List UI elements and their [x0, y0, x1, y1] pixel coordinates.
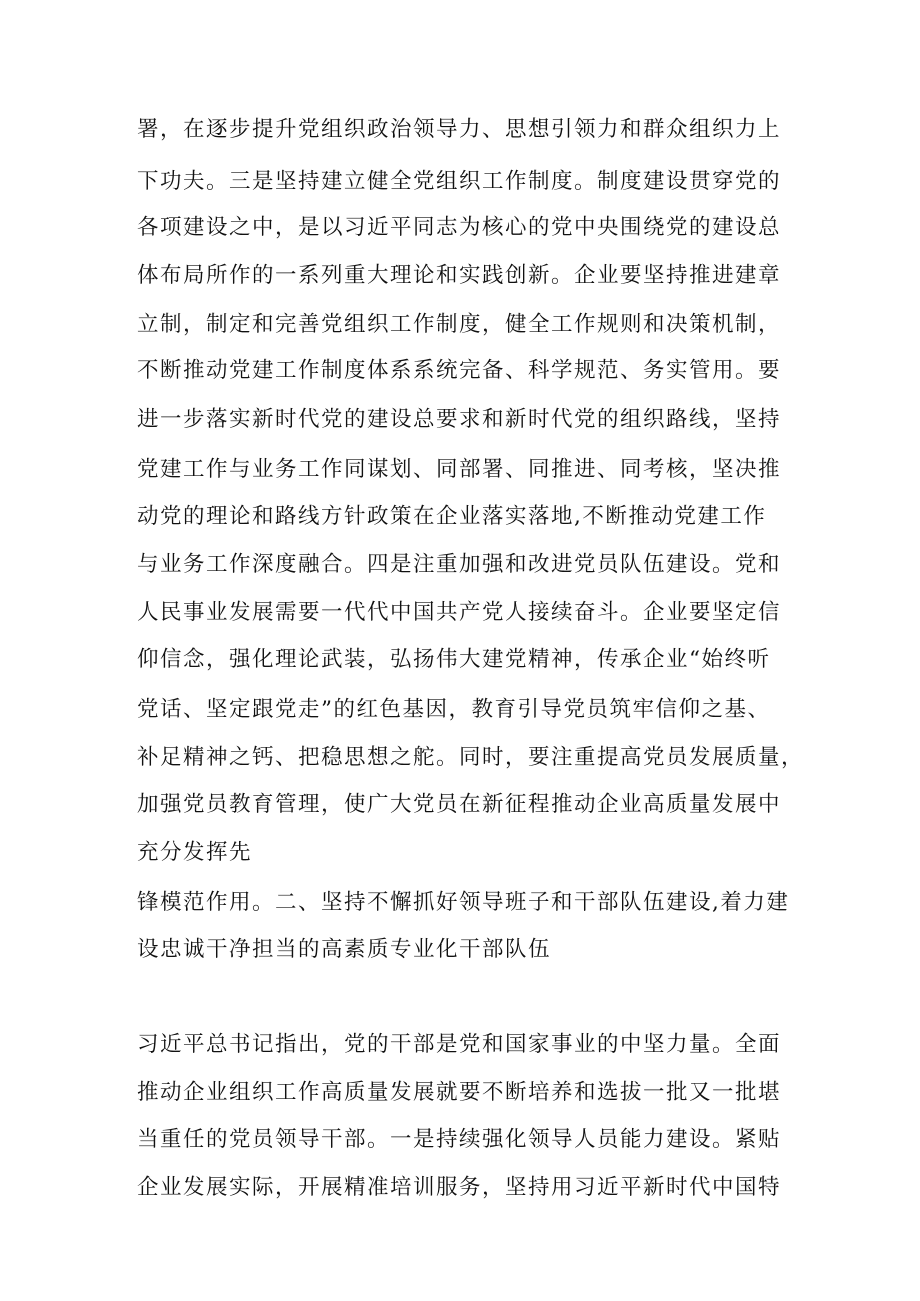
paragraph-line: 推动企业组织工作高质量发展就要不断培养和选拔一批又一批堪 [137, 1080, 782, 1105]
paragraph-line: 充分发挥先 [137, 840, 253, 865]
heading-line: 设忠诚干净担当的高素质专业化干部队伍 [137, 937, 552, 962]
paragraph-line: 习近平总书记指出，党的干部是党和国家事业的中坚力量。全面 [137, 1032, 782, 1057]
paragraph-line: 立制，制定和完善党组织工作制度，健全工作规则和决策机制， [137, 312, 782, 337]
paragraph-line: 加强党员教育管理，使广大党员在新征程推动企业高质量发展中 [137, 792, 782, 817]
paragraph-line: 党建工作与业务工作同谋划、同部署、同推进、同考核，坚决推 [137, 457, 782, 482]
paragraph-line: 体布局所作的一系列重大理论和实践创新。企业要坚持推进建章 [137, 263, 782, 288]
paragraph-line: 进一步落实新时代党的建设总要求和新时代党的组织路线，坚持 [137, 407, 782, 432]
paragraph-line: 仰信念，强化理论武装，弘扬伟大建党精神，传承企业“始终听 [137, 647, 771, 672]
paragraph-line: 不断推动党建工作制度体系系统完备、科学规范、务实管用。要 [137, 358, 782, 383]
paragraph-line: 与业务工作深度融合。四是注重加强和改进党员队伍建设。党和 [137, 552, 782, 577]
heading-line: 锋模范作用。二、坚持不懈抓好领导班子和干部队伍建设,着力建 [137, 890, 790, 915]
paragraph-line: 动党的理论和路线方针政策在企业落实落地,不断推动党建工作 [137, 504, 767, 529]
paragraph-line: 企业发展实际，开展精准培训服务，坚持用习近平新时代中国特 [137, 1175, 782, 1200]
paragraph-line: 下功夫。三是坚持建立健全党组织工作制度。制度建设贯穿党的 [137, 169, 782, 194]
paragraph-line: 各项建设之中，是以习近平同志为核心的党中央围绕党的建设总 [137, 215, 782, 240]
paragraph-line: 署，在逐步提升党组织政治领导力、思想引领力和群众组织力上 [137, 117, 782, 142]
paragraph-line: 当重任的党员领导干部。一是持续强化领导人员能力建设。紧贴 [137, 1127, 782, 1152]
paragraph-line: 党话、坚定跟党走”的红色基因，教育引导党员筑牢信仰之基、 [137, 697, 771, 722]
paragraph-line: 补足精神之钙、把稳思想之舵。同时，要注重提高党员发展质量， [137, 745, 805, 770]
paragraph-line: 人民事业发展需要一代代中国共产党人接续奋斗。企业要坚定信 [137, 600, 782, 625]
